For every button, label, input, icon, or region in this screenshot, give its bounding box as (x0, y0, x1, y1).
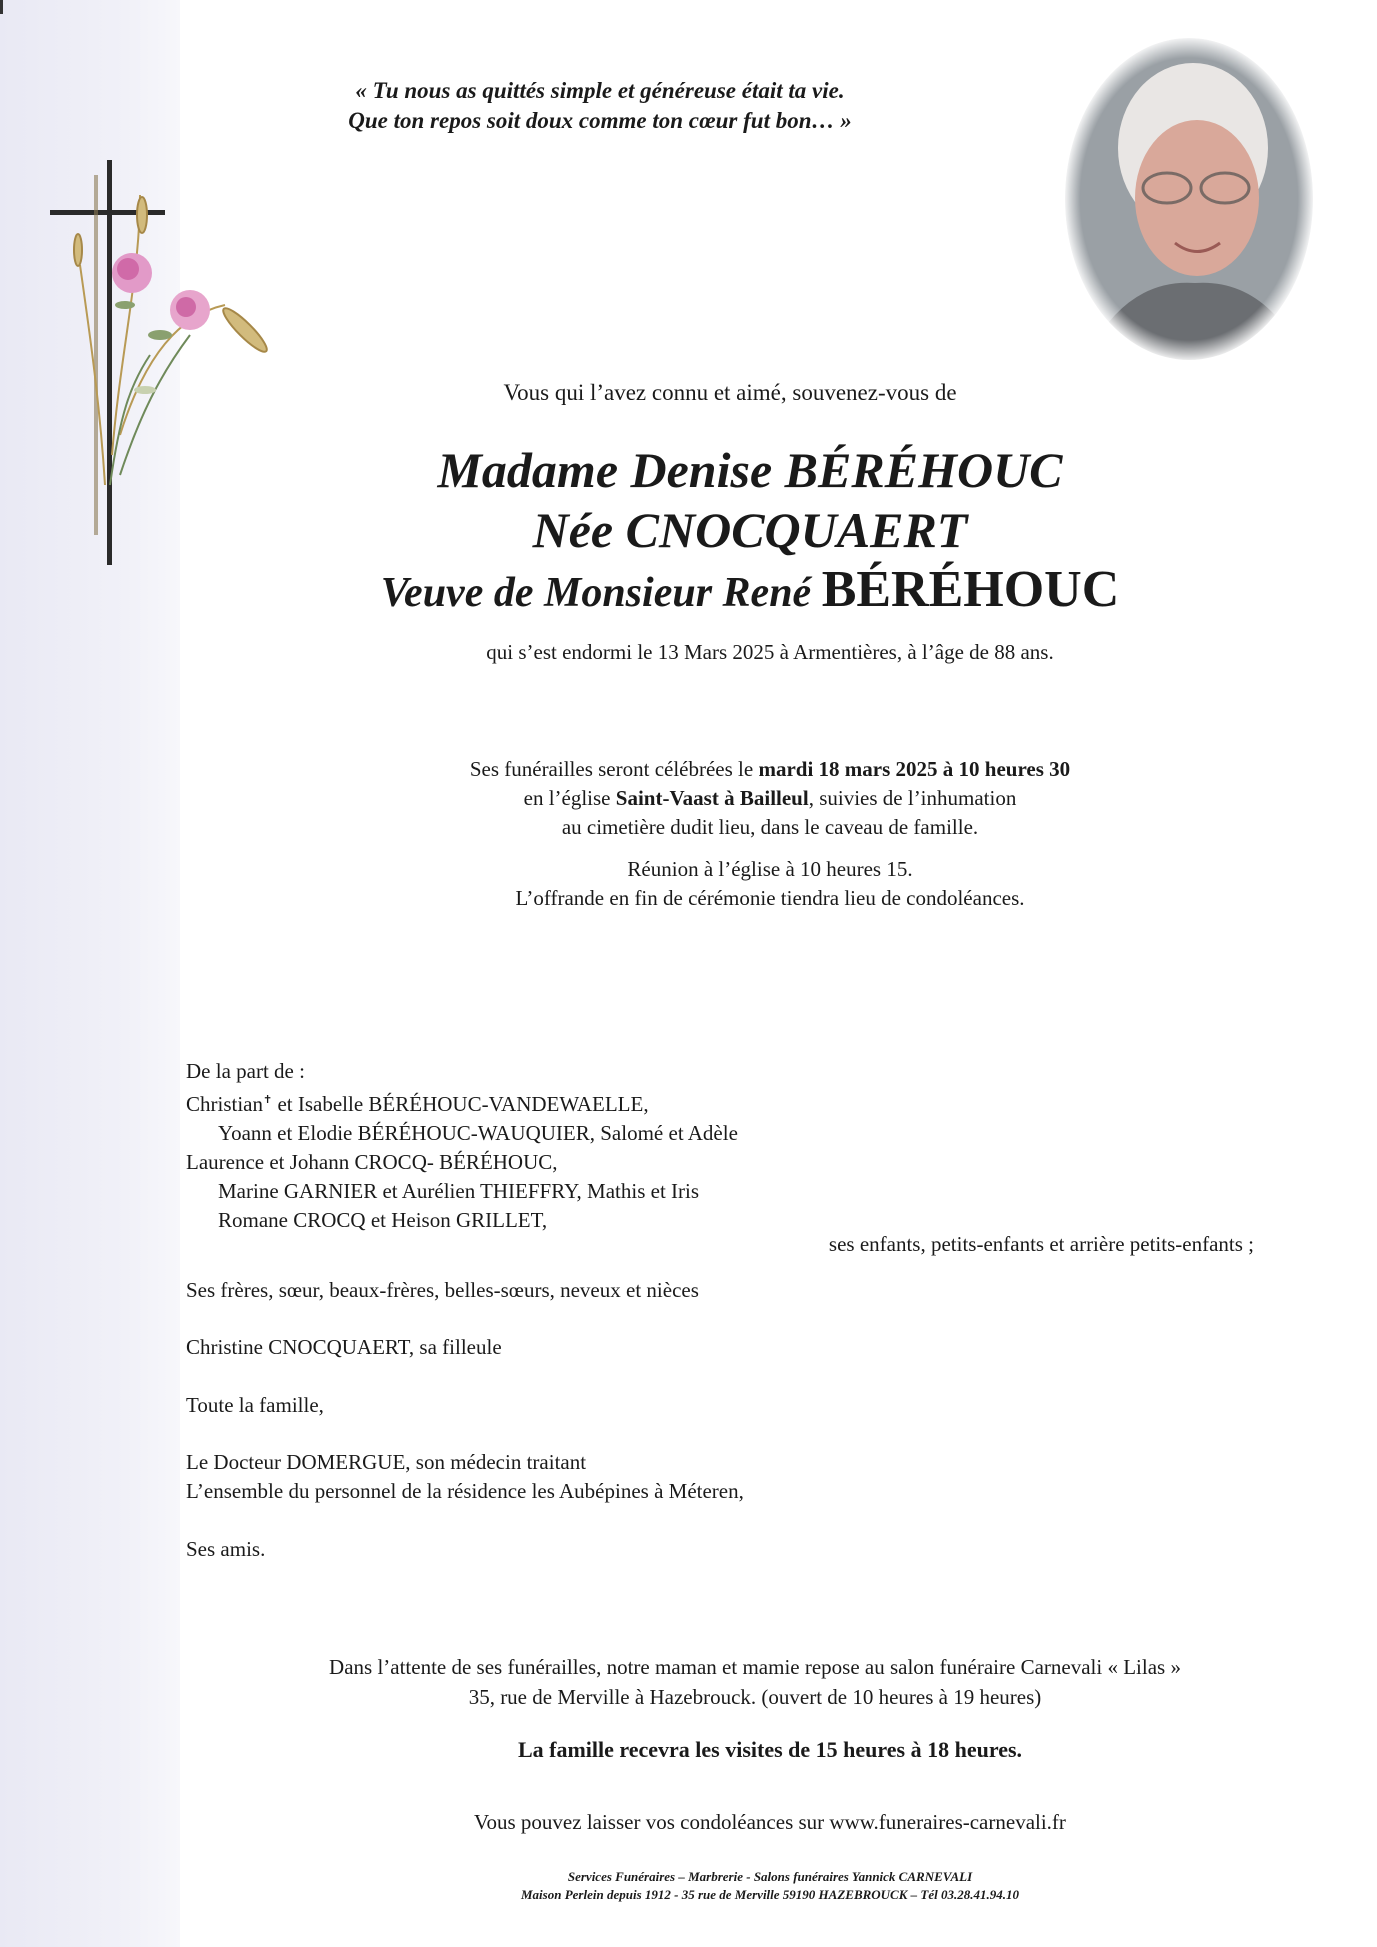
funeral-date: mardi 18 mars 2025 à 10 heures 30 (758, 757, 1071, 781)
visits-notice: La famille recevra les visites de 15 heures à 18 heures. (517, 1737, 1023, 1762)
rose-icon (110, 253, 210, 485)
intro-line: Vous qui l’avez connu et aimé, souvenez-vous de (503, 380, 957, 405)
family-christian-name: Christian (186, 1092, 263, 1116)
husband-surname: BÉRÉHOUC (821, 561, 1120, 618)
maiden-name-line (350, 502, 1150, 558)
funeral-line-3: au cimetière dudit lieu, dans le caveau de famille. (561, 815, 979, 839)
funeral-details (370, 755, 1170, 842)
wheat-icon (74, 195, 271, 485)
portrait-photo (1065, 38, 1313, 360)
family-list (186, 1057, 738, 1235)
footer-line-1: Services Funéraires – Marbrerie - Salons funéraires Yannick CARNEVALI (567, 1869, 973, 1884)
family-role: ses enfants, petits-enfants et arrière petits-enfants ; (828, 1232, 1254, 1256)
family-line-romane: Romane CROCQ et Heison GRILLET, (218, 1208, 548, 1232)
nee-prefix: Née (532, 502, 614, 558)
family-line-marine: Marine GARNIER et Aurélien THIEFFRY, Mathis et Iris (218, 1179, 700, 1203)
family-line-yoann: Yoann et Elodie BÉRÉHOUC-WAUQUIER, Salomé et Adèle (218, 1121, 738, 1145)
deceased-name (350, 442, 1150, 498)
salon-details (240, 1652, 1270, 1712)
siblings-line: Ses frères, sœur, beaux-frères, belles-sœurs, neveux et nièces (186, 1278, 699, 1302)
goddaughter-line: Christine CNOCQUAERT, sa filleule (186, 1335, 502, 1359)
funeral-line-2-start: en l’église (523, 786, 611, 810)
funeral-line-1-start: Ses funérailles seront célébrées le (469, 757, 754, 781)
portrait-face-icon (1065, 38, 1313, 360)
epigraph-line-2: Que ton repos soit doux comme ton cœur fut bon… » (348, 108, 852, 133)
deceased-surname: BÉRÉHOUC (784, 442, 1063, 498)
friends-line: Ses amis. (186, 1537, 266, 1561)
meeting-details (370, 855, 1170, 913)
family-intro: De la part de : (186, 1059, 305, 1083)
scan-mark (0, 0, 3, 14)
widow-line (350, 562, 1150, 621)
deceased-cross-mark: ✝ (263, 1094, 273, 1106)
epigraph-line-1: « Tu nous as quittés simple et généreuse était ta vie. (355, 78, 845, 103)
all-family-line: Toute la famille, (186, 1393, 324, 1417)
salon-line-1: Dans l’attente de ses funérailles, notre maman et mamie repose au salon funéraire Carnevali « Lilas » (329, 1655, 1181, 1679)
condolences-line: Vous pouvez laisser vos condoléances sur www.funeraires-carnevali.fr (474, 1810, 1066, 1834)
cross-flowers-illustration (50, 155, 290, 575)
funeral-church: Saint-Vaast à Bailleul (615, 786, 809, 810)
salon-line-2: 35, rue de Merville à Hazebrouck. (ouvert de 10 heures à 19 heures) (468, 1685, 1042, 1709)
offering-note: L’offrande en fin de cérémonie tiendra lieu de condoléances. (515, 886, 1025, 910)
deceased-title: Madame Denise (437, 442, 773, 498)
death-notice: qui s’est endormi le 13 Mars 2025 à Armentières, à l’âge de 88 ans. (486, 640, 1054, 664)
meeting-time: Réunion à l’église à 10 heures 15. (627, 857, 913, 881)
staff-line: L’ensemble du personnel de la résidence les Aubépines à Méteren, (186, 1479, 744, 1503)
footer (370, 1868, 1170, 1904)
family-line-laurence: Laurence et Johann CROCQ- BÉRÉHOUC, (186, 1150, 558, 1174)
epigraph (260, 76, 940, 136)
footer-line-2: Maison Perlein depuis 1912 - 35 rue de Merville 59190 HAZEBROUCK – Tél 03.28.41.94.10 (521, 1887, 1019, 1902)
family-line-christian (186, 1086, 738, 1119)
family-christian-rest: et Isabelle BÉRÉHOUC-VANDEWAELLE, (272, 1092, 649, 1116)
funeral-line-2-end: , suivies de l’inhumation (808, 786, 1017, 810)
widow-prefix: Veuve de Monsieur René (380, 570, 812, 616)
doctor-line: Le Docteur DOMERGUE, son médecin traitant (186, 1450, 587, 1474)
maiden-name: CNOCQUAERT (625, 502, 968, 558)
